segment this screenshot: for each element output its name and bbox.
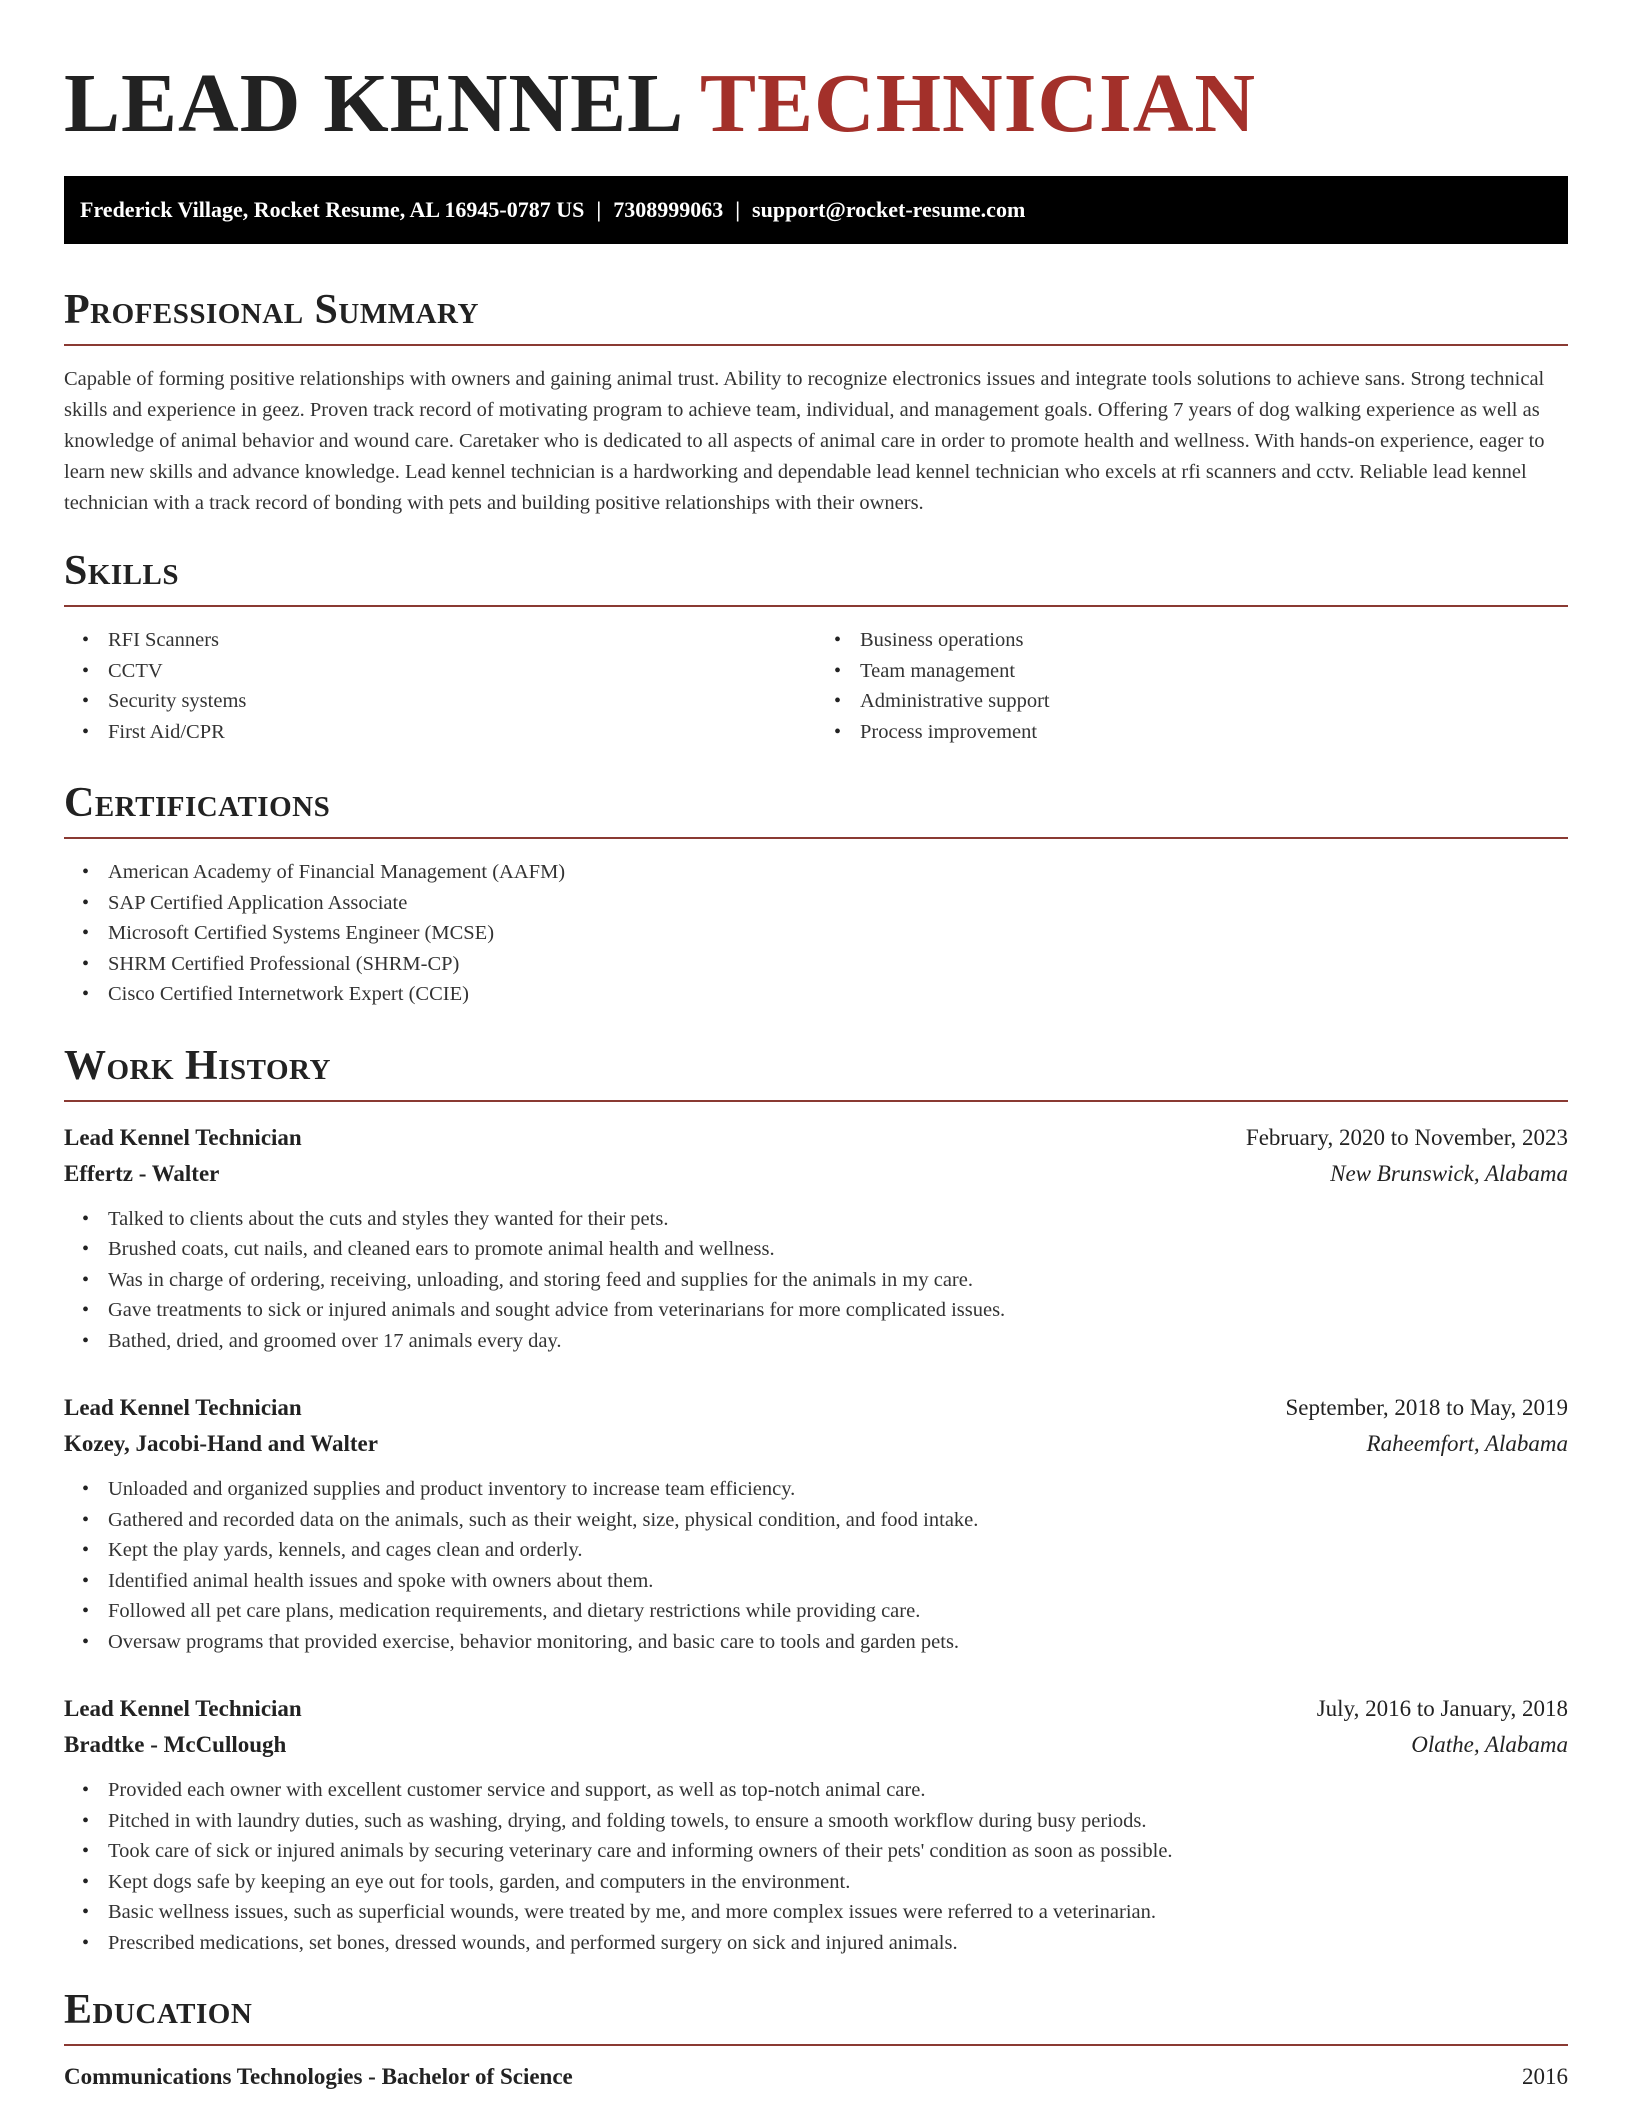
education-section bbox=[64, 1986, 1568, 2090]
job-company: Effertz - Walter bbox=[64, 1160, 220, 1186]
job-duty: • Provided each owner with excellent customer service and support, as well as top-notch animal care. bbox=[108, 1775, 1568, 1806]
job-duty: • Basic wellness issues, such as superficial wounds, were treated by me, and more complex issues were referred to a veterinarian. bbox=[108, 1897, 1568, 1928]
certification-item: • American Academy of Financial Management (AAFM) bbox=[108, 857, 1568, 888]
contact-email[interactable]: support@rocket-resume.com bbox=[752, 197, 1026, 222]
job-location: Raheemfort, Alabama bbox=[1366, 1431, 1568, 1456]
job-duty: • Oversaw programs that provided exercise, behavior monitoring, and basic care to tools and garden pets. bbox=[108, 1627, 1568, 1658]
job-header-row bbox=[64, 1691, 1568, 1727]
contact-separator: | bbox=[596, 197, 602, 222]
job-dates: February, 2020 to November, 2023 bbox=[1245, 1124, 1568, 1150]
job-entry bbox=[64, 1390, 1568, 1657]
contact-phone[interactable]: 7308999063 bbox=[613, 197, 724, 222]
job-duty: • Gave treatments to sick or injured animals and sought advice from veterinarians for more complicated issues. bbox=[108, 1295, 1568, 1326]
skill-item: • RFI Scanners bbox=[108, 625, 816, 656]
resume-title bbox=[64, 0, 1568, 176]
job-dates: July, 2016 to January, 2018 bbox=[1316, 1696, 1568, 1721]
job-duty: • Identified animal health issues and spoke with owners about them. bbox=[108, 1566, 1568, 1597]
certification-item: • SHRM Certified Professional (SHRM-CP) bbox=[108, 949, 1568, 980]
education-entry bbox=[64, 2064, 1568, 2090]
work-history-heading: Work History bbox=[64, 1042, 1568, 1102]
skills-list-left bbox=[64, 625, 816, 747]
job-company: Bradtke - McCullough bbox=[64, 1732, 287, 1757]
contact-separator: | bbox=[735, 197, 741, 222]
job-header-row bbox=[64, 1390, 1568, 1426]
certification-item: • Cisco Certified Internetwork Expert (CCIE) bbox=[108, 979, 1568, 1010]
contact-bar bbox=[64, 176, 1568, 244]
summary-heading: Professional Summary bbox=[64, 286, 1568, 346]
job-duty: • Gathered and recorded data on the animals, such as their weight, size, physical condition, and food intake. bbox=[108, 1505, 1568, 1536]
skill-item: • Process improvement bbox=[860, 717, 1568, 748]
job-duty: • Kept the play yards, kennels, and cages clean and orderly. bbox=[108, 1535, 1568, 1566]
job-subheader-row bbox=[64, 1426, 1568, 1462]
job-duty: • Was in charge of ordering, receiving, unloading, and storing feed and supplies for the animals in my care. bbox=[108, 1265, 1568, 1296]
summary-text: Capable of forming positive relationships with owners and gaining animal trust. Ability to recognize electronics issues and integrate tools solutions to achieve sans. Strong technical skills and experience in geez. Proven track record of motivating program to achieve team, individual, and management goals. Offering 7 years of dog walking experience as well as knowledge of animal behavior and wound care. Caretaker who is dedicated to all aspects of animal care in order to promote health and wellness. With hands-on experience, eager to learn new skills and advance knowledge. Lead kennel technician is a hardworking and dependable lead kennel technician who excels at rfi scanners and cctv. Reliable lead kennel technician with a track record of bonding with pets and building positive relationships with their owners. bbox=[64, 368, 1545, 514]
skill-item: • Administrative support bbox=[860, 686, 1568, 717]
work-history-section bbox=[64, 1042, 1568, 1959]
certification-item: • Microsoft Certified Systems Engineer (MCSE) bbox=[108, 918, 1568, 949]
job-entry bbox=[64, 1120, 1568, 1357]
job-location: New Brunswick, Alabama bbox=[1330, 1160, 1568, 1186]
job-location: Olathe, Alabama bbox=[1411, 1732, 1568, 1757]
skills-list-right bbox=[816, 625, 1568, 747]
skills-grid bbox=[64, 607, 1568, 747]
title-part-accent: TECHNICIAN bbox=[699, 57, 1257, 150]
job-duty: • Unloaded and organized supplies and product inventory to increase team efficiency. bbox=[108, 1474, 1568, 1505]
skills-section bbox=[64, 547, 1568, 747]
contact-address: Frederick Village, Rocket Resume, AL 16945-0787 US bbox=[80, 197, 585, 222]
job-dates: September, 2018 to May, 2019 bbox=[1285, 1395, 1568, 1420]
job-duty: • Prescribed medications, set bones, dressed wounds, and performed surgery on sick and injured animals. bbox=[108, 1928, 1568, 1959]
skills-heading: Skills bbox=[64, 547, 1568, 607]
job-entry bbox=[64, 1691, 1568, 1958]
skill-item: • First Aid/CPR bbox=[108, 717, 816, 748]
job-title: Lead Kennel Technician bbox=[64, 1124, 302, 1150]
job-duty: • Talked to clients about the cuts and styles they wanted for their pets. bbox=[108, 1204, 1568, 1235]
job-duty: • Pitched in with laundry duties, such as washing, drying, and folding towels, to ensure a smooth workflow during busy periods. bbox=[108, 1806, 1568, 1837]
skill-item: • Team management bbox=[860, 656, 1568, 687]
job-duty: • Followed all pet care plans, medication requirements, and dietary restrictions while providing care. bbox=[108, 1596, 1568, 1627]
certifications-section bbox=[64, 779, 1568, 1010]
education-heading: Education bbox=[64, 1986, 1568, 2046]
job-duty: • Kept dogs safe by keeping an eye out for tools, garden, and computers in the environment. bbox=[108, 1867, 1568, 1898]
title-part-primary: LEAD KENNEL bbox=[64, 57, 680, 150]
job-company: Kozey, Jacobi-Hand and Walter bbox=[64, 1431, 378, 1456]
job-duty: • Brushed coats, cut nails, and cleaned ears to promote animal health and wellness. bbox=[108, 1234, 1568, 1265]
job-subheader-row bbox=[64, 1156, 1568, 1192]
skill-item: • Security systems bbox=[108, 686, 816, 717]
job-duties-list bbox=[64, 1474, 1568, 1657]
job-header-row bbox=[64, 1120, 1568, 1156]
education-year: 2016 bbox=[1522, 2064, 1568, 2089]
certification-item: • SAP Certified Application Associate bbox=[108, 888, 1568, 919]
job-title: Lead Kennel Technician bbox=[64, 1696, 302, 1721]
job-duties-list bbox=[64, 1204, 1568, 1357]
education-degree: Communications Technologies - Bachelor of Science bbox=[64, 2064, 573, 2089]
certifications-list bbox=[64, 857, 1568, 1010]
job-title: Lead Kennel Technician bbox=[64, 1395, 302, 1420]
job-duty: • Took care of sick or injured animals by securing veterinary care and informing owners of their pets' condition as soon as possible. bbox=[108, 1836, 1568, 1867]
job-duty: • Bathed, dried, and groomed over 17 animals every day. bbox=[108, 1326, 1568, 1357]
summary-section bbox=[64, 286, 1568, 519]
certifications-heading: Certifications bbox=[64, 779, 1568, 839]
skill-item: • CCTV bbox=[108, 656, 816, 687]
job-duties-list bbox=[64, 1775, 1568, 1958]
job-subheader-row bbox=[64, 1727, 1568, 1763]
skill-item: • Business operations bbox=[860, 625, 1568, 656]
